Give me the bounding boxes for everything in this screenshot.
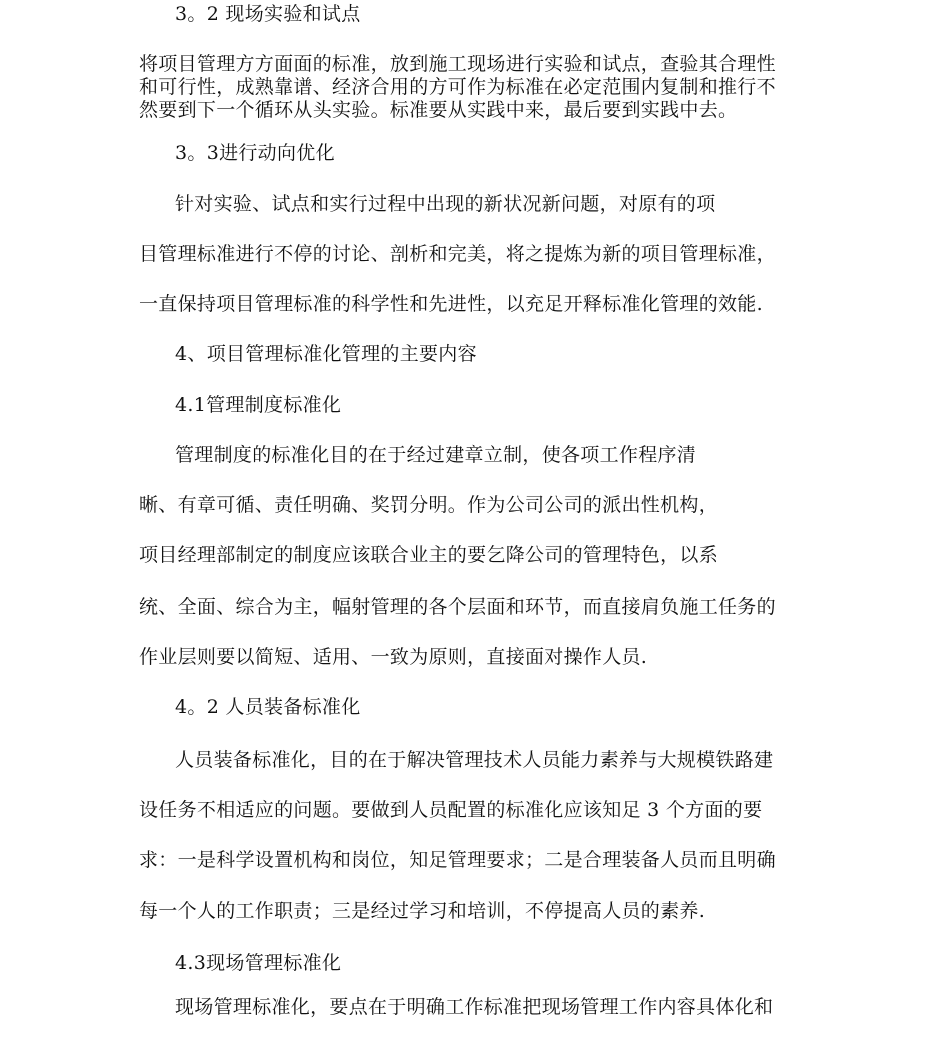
paragraph-line: 晰、有章可循、责任明确、奖罚分明。作为公司公司的派出性机构，	[139, 494, 719, 516]
section-heading-4-2: 4。2 人员装备标准化	[175, 696, 361, 718]
paragraph-line: 目管理标准进行不停的讨论、剖析和完美，将之提炼为新的项目管理标准，	[139, 243, 776, 265]
paragraph-line: 和可行性，成熟靠谱、经济合用的方可作为标准在必定范围内复制和推行不	[139, 76, 776, 98]
paragraph-line: 项目经理部制定的制度应该联合业主的要乞降公司的管理特色，以系	[139, 544, 719, 566]
section-heading-4: 4、项目管理标准化管理的主要内容	[175, 343, 477, 365]
section-heading-4-1: 4.1管理制度标准化	[175, 394, 342, 416]
section-heading-3-3: 3。3进行动向优化	[175, 142, 335, 164]
paragraph-line: 每一个人的工作职责；三是经过学习和培训，不停提高人员的素养.	[139, 900, 706, 922]
paragraph-line: 管理制度的标准化目的在于经过建章立制，使各项工作程序清	[175, 444, 697, 466]
paragraph-line: 设任务不相适应的问题。要做到人员配置的标准化应该知足 3 个方面的要	[139, 799, 763, 821]
paragraph-line: 将项目管理方方面面的标准，放到施工现场进行实验和试点，查验其合理性	[139, 53, 776, 75]
section-heading-3-2: 3。2 现场实验和试点	[175, 3, 361, 25]
paragraph-line: 作业层则要以简短、适用、一致为原则，直接面对操作人员.	[139, 646, 648, 668]
section-heading-4-3: 4.3现场管理标准化	[175, 952, 342, 974]
paragraph-line: 统、全面、综合为主，幅射管理的各个层面和环节，而直接肩负施工任务的	[139, 596, 776, 618]
paragraph-line: 然要到下一个循环从头实验。标准要从实践中来，最后要到实践中去。	[139, 99, 738, 121]
paragraph-line: 求：一是科学设置机构和岗位，知足管理要求；二是合理装备人员而且明确	[139, 849, 776, 871]
paragraph-line: 现场管理标准化，要点在于明确工作标准把现场管理工作内容具体化和	[175, 996, 774, 1018]
paragraph-line: 一直保持项目管理标准的科学性和先进性，以充足开释标准化管理的效能.	[139, 293, 763, 315]
paragraph-line: 针对实验、试点和实行过程中出现的新状况新问题，对原有的项	[175, 193, 716, 215]
paragraph-line: 人员装备标准化，目的在于解决管理技术人员能力素养与大规模铁路建	[175, 749, 774, 771]
